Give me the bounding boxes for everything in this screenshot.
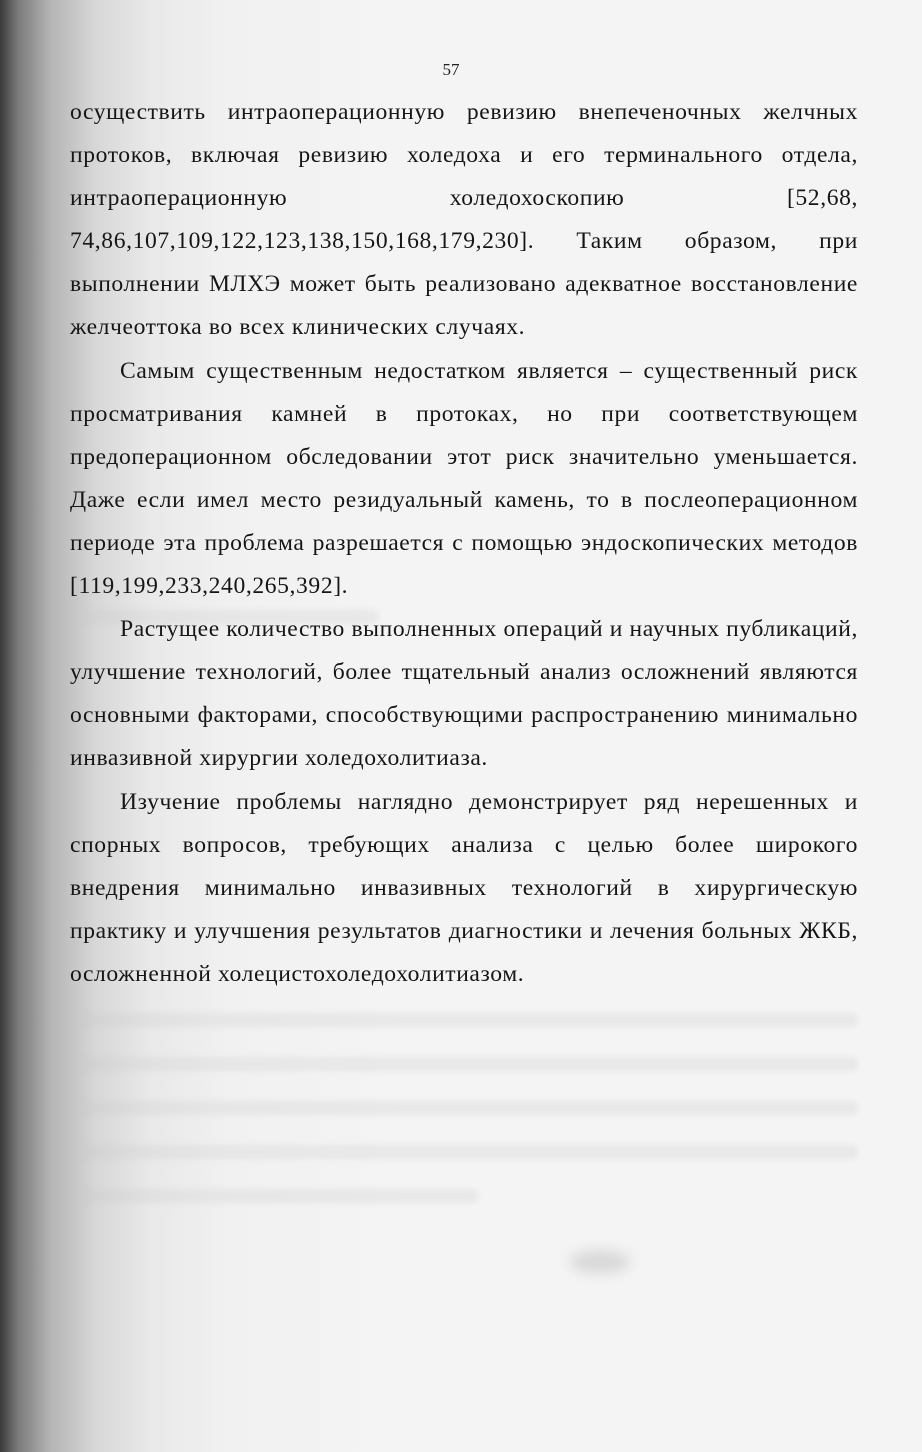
bleed-through-mark (78, 1189, 478, 1203)
bleed-through-mark (78, 1013, 858, 1027)
bleed-through-smudge (570, 1250, 630, 1274)
paragraph: осуществить интраоперационную ревизию внепеченочных желчных протоков, включая ревизию холедоха и его терминального отдела, интраоперационную холедохоскопию [52,68, 74,86,107,109,122,123,138,150,168,179,230]. Таким образом, при выполнении МЛХЭ может быть реализовано адекватное восстановление желчеоттока во всех клинических случаях. (70, 99, 858, 341)
paragraph: Самым существенным недостатком является – существенный риск просматривания камней в протоках, но при соответствующем предоперационном обследовании этот риск значительно уменьшается. Даже если имел место резидуальный камень, то в послеоперационном периоде эта проблема разрешается с помощью эндоскопических методов [119,199,233,240,265,392]. (70, 357, 858, 600)
page-number: 57 (442, 60, 460, 79)
bleed-through-mark (78, 1101, 858, 1115)
paragraph: Изучение проблемы наглядно демонстрирует ряд нерешенных и спорных вопросов, требующих анализа с целью более широкого внедрения минимально инвазивных технологий в хирургическую практику и улучшения результатов диагностики и лечения больных ЖКБ, осложненной холецистохоледохолитиазом. (70, 788, 858, 987)
bleed-through-mark (78, 1145, 858, 1159)
body-text (70, 91, 858, 996)
bleed-through-mark (78, 1057, 858, 1071)
paragraph: Растущее количество выполненных операций и научных публикаций, улучшение технологий, более тщательный анализ осложнений являются основными факторами, способствующими распространению минимально инвазивной хирургии холедохолитиаза. (70, 616, 858, 772)
